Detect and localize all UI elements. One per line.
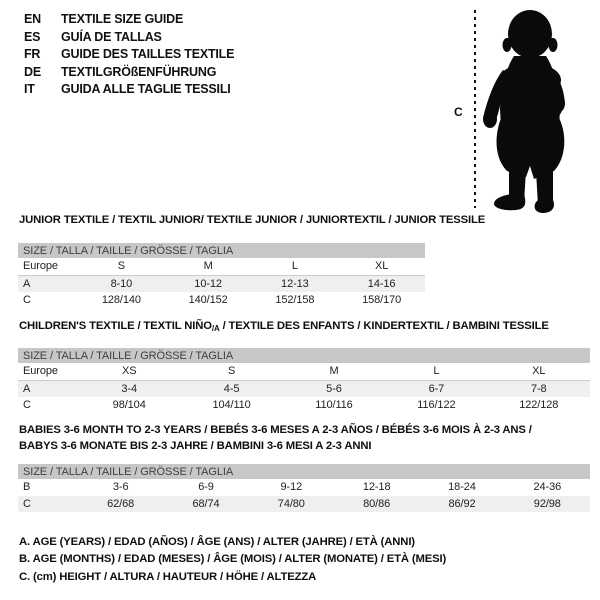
size-cell: 104/110 bbox=[212, 399, 251, 412]
table-row bbox=[18, 363, 590, 380]
row-label-cell: C bbox=[18, 496, 78, 513]
size-cell: 158/170 bbox=[362, 294, 402, 307]
size-cell: 92/98 bbox=[505, 496, 590, 513]
table-row bbox=[18, 496, 590, 513]
footnote: A. AGE (YEARS) / EDAD (AÑOS) / ÂGE (ANS) / ALTER (JAHRE) / ETÀ (ANNI) bbox=[19, 536, 415, 548]
size-cell: 80/86 bbox=[334, 496, 419, 513]
size-cell: S bbox=[78, 258, 165, 275]
size-header-bar bbox=[18, 348, 590, 363]
size-cell: 18-24 bbox=[448, 481, 476, 494]
size-cell: 7-8 bbox=[488, 380, 590, 397]
size-cell: 9-12 bbox=[280, 481, 303, 494]
language-row bbox=[24, 46, 234, 64]
size-cell: 10-12 bbox=[165, 275, 252, 292]
children-size-table bbox=[18, 348, 590, 414]
babies-size-table bbox=[18, 464, 590, 512]
size-header-label: SIZE / TALLA / TAILLE / GRÖSSE / TAGLIA bbox=[18, 348, 590, 363]
size-header-label: SIZE / TALLA / TAILLE / GRÖSSE / TAGLIA bbox=[18, 464, 590, 479]
size-cell: 74/80 bbox=[249, 496, 334, 513]
table-row bbox=[18, 380, 590, 397]
size-guide-figure bbox=[440, 0, 600, 220]
footnote: C. (cm) HEIGHT / ALTURA / HAUTEUR / HÖHE / ALTEZZA bbox=[19, 570, 317, 583]
size-cell: 14-16 bbox=[338, 275, 425, 292]
table-title-junior: JUNIOR TEXTILE / TEXTIL JUNIOR/ TEXTILE JUNIOR / JUNIORTEXTIL / JUNIOR TESSILE bbox=[19, 214, 486, 226]
language-code: FR bbox=[24, 47, 41, 61]
size-cell: M bbox=[165, 258, 252, 275]
junior-size-table bbox=[18, 243, 425, 309]
table-row bbox=[18, 397, 590, 414]
size-cell: 68/74 bbox=[163, 496, 248, 513]
language-label: GUIDA ALLE TAGLIE TESSILI bbox=[61, 82, 231, 96]
size-header-label: SIZE / TALLA / TAILLE / GRÖSSE / TAGLIA bbox=[18, 243, 425, 258]
language-row bbox=[24, 11, 234, 29]
language-row bbox=[24, 29, 234, 47]
size-cell: XL bbox=[488, 363, 590, 380]
table-title-babies: BABIES 3-6 MONTH TO 2-3 YEARS / BEBÉS 3-6 MESES A 2-3 AÑOS / BÉBÉS 3-6 MOIS À 2-3 ANS / BABYS 3-6 MONATE BIS 2-3 JAHRE / BAMBINI 3-6 MESI A 2-3 ANNI bbox=[19, 424, 532, 452]
table-row bbox=[18, 479, 590, 496]
size-cell: 140/152 bbox=[188, 294, 228, 307]
size-cell: 24-36 bbox=[533, 481, 562, 494]
language-code: DE bbox=[24, 64, 41, 79]
language-list bbox=[24, 11, 234, 99]
language-code: ES bbox=[24, 29, 41, 44]
size-cell: M bbox=[283, 363, 385, 380]
size-cell: 8-10 bbox=[78, 275, 165, 292]
size-header-bar bbox=[18, 464, 590, 479]
table-row bbox=[18, 258, 425, 275]
language-row bbox=[24, 81, 234, 99]
size-cell: 62/68 bbox=[78, 496, 163, 513]
size-cell: 6-9 bbox=[198, 481, 214, 494]
table-title-children: CHILDREN'S TEXTILE / TEXTIL $NIÑO_{/A}$ / TEXTILE DES ENFANTS / KINDERTEXTIL / BAMBINI TESSILE bbox=[19, 320, 549, 333]
row-label-cell: Europe bbox=[18, 258, 78, 275]
toddler-silhouette bbox=[482, 8, 600, 214]
size-cell: 6-7 bbox=[385, 380, 487, 397]
row-label-cell: Europe bbox=[18, 363, 78, 380]
row-label-cell: A bbox=[18, 275, 78, 292]
height-dashed-line bbox=[473, 10, 477, 208]
size-cell: 5-6 bbox=[283, 380, 385, 397]
row-label-cell: C bbox=[23, 399, 31, 412]
footnote: B. AGE (MONTHS) / EDAD (MESES) / ÂGE (MOIS) / ALTER (MONATE) / ETÀ (MESI) bbox=[19, 553, 447, 566]
size-cell: L bbox=[385, 363, 487, 380]
language-label: TEXTILE SIZE GUIDE bbox=[61, 12, 184, 26]
size-cell: 152/158 bbox=[275, 294, 315, 307]
size-cell: 122/128 bbox=[519, 399, 559, 412]
row-label-cell: C bbox=[23, 294, 31, 307]
language-label: GUÍA DE TALLAS bbox=[61, 29, 162, 44]
size-cell: XS bbox=[78, 363, 180, 380]
table-row bbox=[18, 275, 425, 292]
size-cell: 86/92 bbox=[419, 496, 504, 513]
size-cell: 3-6 bbox=[112, 481, 129, 494]
size-cell: S bbox=[180, 363, 282, 380]
language-row bbox=[24, 64, 234, 82]
language-code: IT bbox=[24, 82, 35, 96]
language-code: EN bbox=[24, 12, 41, 26]
footnotes bbox=[19, 534, 446, 586]
size-cell: 116/122 bbox=[417, 399, 456, 412]
size-cell: 128/140 bbox=[101, 294, 141, 307]
size-cell: 4-5 bbox=[180, 380, 282, 397]
height-measure-label: C bbox=[454, 105, 463, 119]
size-cell: 98/104 bbox=[112, 399, 146, 412]
size-cell: 12-13 bbox=[252, 275, 339, 292]
size-cell: XL bbox=[338, 258, 425, 275]
row-label-cell: A bbox=[18, 380, 78, 397]
language-label: GUIDE DES TAILLES TEXTILE bbox=[61, 47, 235, 61]
language-label: TEXTILGRÖßENFÜHRUNG bbox=[61, 64, 217, 79]
table-row bbox=[18, 292, 425, 309]
size-header-bar bbox=[18, 243, 425, 258]
size-cell: 110/116 bbox=[315, 399, 353, 412]
row-label-cell: B bbox=[23, 481, 31, 494]
size-cell: 12-18 bbox=[362, 481, 391, 494]
size-cell: L bbox=[252, 258, 339, 275]
size-cell: 3-4 bbox=[78, 380, 180, 397]
